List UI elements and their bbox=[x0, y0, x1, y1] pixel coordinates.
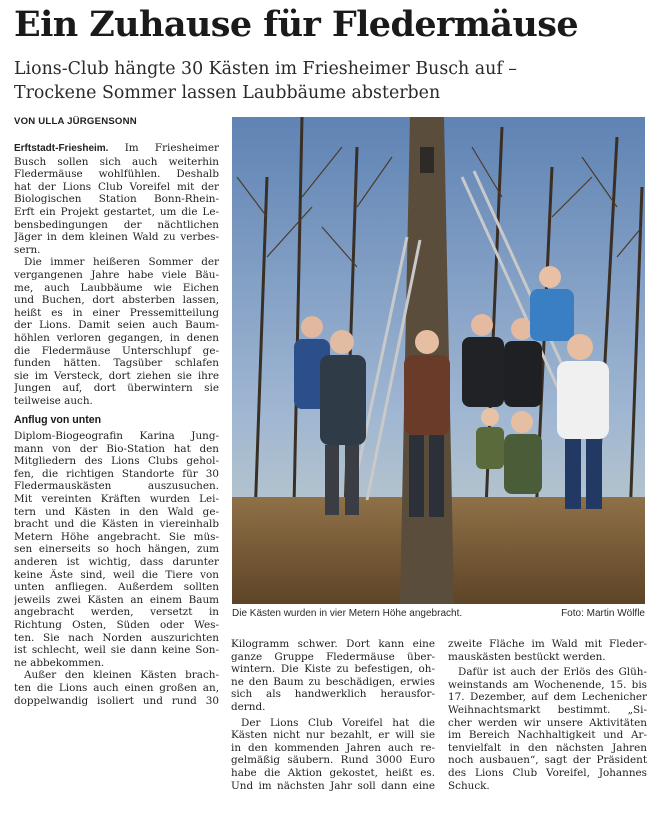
text-line: mann von der Bio-Station hat den bbox=[14, 442, 219, 455]
text-line: ten die Lions auch einen großen an, bbox=[14, 681, 219, 694]
paragraph bbox=[14, 430, 219, 669]
article-column-3 bbox=[448, 638, 647, 792]
subheadline-line: Lions-Club hängte 30 Kästen im Friesheimer Busch auf – bbox=[14, 59, 517, 79]
article-column-1 bbox=[14, 142, 219, 707]
text-line: Kilogramm schwer. Dort kann eine bbox=[231, 638, 435, 650]
text-line: Die immer heißeren Sommer der bbox=[24, 256, 219, 269]
headline: Ein Zuhause für Fledermäuse bbox=[14, 4, 578, 45]
text-line: im Bereich Nachhaltigkeit und Ar- bbox=[448, 729, 647, 742]
text-line: dernd. bbox=[231, 700, 266, 713]
paragraph bbox=[231, 638, 435, 714]
text-line: fen, die richtigen Standorte für 30 bbox=[14, 467, 219, 480]
paragraph bbox=[231, 717, 435, 793]
text-line: des Lions Club Voreifel, Johannes bbox=[448, 766, 647, 779]
section-subheading: Anflug von unten bbox=[14, 414, 102, 427]
text-line: me, auch Laubbäume wie Eichen bbox=[14, 281, 219, 294]
text-line: mauskästen bestückt werden. bbox=[448, 650, 606, 663]
text-line: Schuck. bbox=[448, 779, 490, 792]
paragraph bbox=[448, 666, 647, 792]
text-line: hat der Lions Club Voreifel mit der bbox=[14, 180, 219, 193]
text-line: noch ausbauen“, sagt der Präsident bbox=[448, 754, 647, 767]
text-line: Richtung Osten, Süden oder Wes- bbox=[14, 618, 219, 631]
text-line: jeweils zwei Kästen an einem Baum bbox=[14, 593, 219, 606]
text-line: ne abbekommen. bbox=[14, 656, 105, 669]
text-line: Busch sollen sich auch weiterhin bbox=[14, 155, 219, 168]
text-line: zweite Fläche im Wald mit Fleder- bbox=[448, 638, 647, 650]
text-line: Mitgliedern des Lions Clubs gehol- bbox=[14, 455, 219, 468]
text-line: wintern. Die Kiste zu befestigen, oh- bbox=[231, 663, 435, 676]
text-line: Außer den kleinen Kästen brach- bbox=[24, 669, 219, 682]
text-line: weinstands am Wochenende, 15. bis bbox=[448, 678, 647, 691]
photo-caption: Die Kästen wurden in vier Metern Höhe angebracht. bbox=[232, 608, 463, 619]
subheadline bbox=[14, 57, 659, 105]
text-line: Jungen auf, dort überwintern sie bbox=[14, 382, 219, 395]
text-line: funden hätten. Tagsüber schlafen bbox=[14, 357, 219, 370]
text-line: Jäger in dem kleinen Wald zu verbes- bbox=[14, 231, 219, 244]
text-line bbox=[14, 142, 219, 156]
text-line: teilweise auch. bbox=[14, 394, 93, 407]
text-line: Weihnachtsmarkt bestimmt. „Si- bbox=[448, 703, 647, 716]
text-line: tern und Kästen in den Wald ge- bbox=[14, 505, 219, 518]
group-photo-illustration bbox=[232, 117, 645, 604]
text-line: sern. bbox=[14, 243, 41, 256]
text-line: ne den Baum zu beschädigen, erwies bbox=[231, 675, 435, 688]
text-line: Diplom-Biogeografin Karina Jung- bbox=[14, 430, 219, 443]
text-line: unten anfliegen. Außerdem sollten bbox=[14, 581, 219, 594]
text-line: Erft ein Projekt gestartet, um die Le- bbox=[14, 205, 219, 218]
byline: VON ULLA JÜRGENSONN bbox=[14, 116, 137, 127]
text-line: in den kommenden Jahren auch re- bbox=[231, 741, 435, 754]
subheadline-line: Trockene Sommer lassen Laubbäume absterben bbox=[14, 83, 441, 103]
text-line: keine Äste sind, weil die Tiere von bbox=[14, 568, 219, 581]
text-line: bracht und die Kästen in viereinhalb bbox=[14, 518, 219, 531]
text-line: Fledermauskästen auszusuchen. bbox=[14, 480, 219, 493]
text-line: der Lions. Damit seien auch Baum- bbox=[14, 319, 219, 332]
text-line: doppelwandig isoliert und rund 30 bbox=[14, 694, 219, 707]
text-line: ist schlecht, weil sie dann keine Son- bbox=[14, 644, 219, 657]
photo-credit: Foto: Martin Wölfle bbox=[561, 608, 645, 619]
bat-box bbox=[420, 147, 434, 173]
text-line: sen einerseits so hoch hängen, zum bbox=[14, 543, 219, 556]
text-line: Kästen nicht nur bezahlt, er will sie bbox=[231, 729, 435, 742]
text-fragment: Im Friesheimer bbox=[108, 142, 219, 154]
text-line: Fledermäuse wohlfühlen. Deshalb bbox=[14, 168, 219, 181]
text-line: die Fledermäuse Unterschlupf ge- bbox=[14, 344, 219, 357]
paragraph bbox=[14, 669, 219, 707]
text-line: Metern Höhe angebracht. Sie müs- bbox=[14, 530, 219, 543]
text-line: Biologischen Station Bonn-Rhein- bbox=[14, 193, 219, 206]
text-line: habe die Aktion gekostet, heißt es. bbox=[231, 766, 435, 779]
text-line: und Buchen, dort absterben lassen, bbox=[14, 294, 219, 307]
article-column-2 bbox=[231, 638, 435, 792]
article-photo bbox=[232, 117, 645, 604]
text-line: tenvielfalt in den nächsten Jahren bbox=[448, 741, 647, 754]
text-line: 17. Dezember, auf dem Lechenicher bbox=[448, 691, 647, 704]
text-line: heißt es in einer Pressemitteilung bbox=[14, 306, 219, 319]
text-line: vergangenen Jahre habe viele Bäu- bbox=[14, 268, 219, 281]
paragraph bbox=[14, 256, 219, 407]
photo-caption-bar bbox=[232, 608, 645, 619]
text-line: sie im Versteck, dort ziehen sie ihre bbox=[14, 369, 219, 382]
text-line: gelmäßig säubern. Rund 3000 Euro bbox=[231, 754, 435, 767]
text-line: Mit vereinten Kräften wurden Lei- bbox=[14, 493, 219, 506]
paragraph bbox=[14, 142, 219, 256]
text-line: bensbedingungen der nächtlichen bbox=[14, 218, 219, 231]
text-line: Der Lions Club Voreifel hat die bbox=[241, 716, 435, 729]
text-line: höhlen verloren gegangen, in denen bbox=[14, 331, 219, 344]
text-line: ganze Gruppe Fledermäuse über- bbox=[231, 650, 435, 663]
dateline: Erftstadt-Friesheim. bbox=[14, 143, 109, 154]
text-line: cher werden wir unsere Aktivitäten bbox=[448, 716, 647, 729]
text-line: anderen ist wichtig, dass darunter bbox=[14, 556, 219, 568]
text-line: angebracht werden, versetzt in bbox=[14, 606, 219, 619]
text-line: Und im nächsten Jahr soll dann eine bbox=[231, 779, 435, 792]
text-line: ten. Sie nach Norden auszurichten bbox=[14, 631, 219, 644]
text-line: Dafür ist auch der Erlös des Glüh- bbox=[458, 666, 647, 679]
text-line: sich als handwerklich herausfor- bbox=[231, 688, 435, 701]
paragraph bbox=[448, 638, 647, 663]
